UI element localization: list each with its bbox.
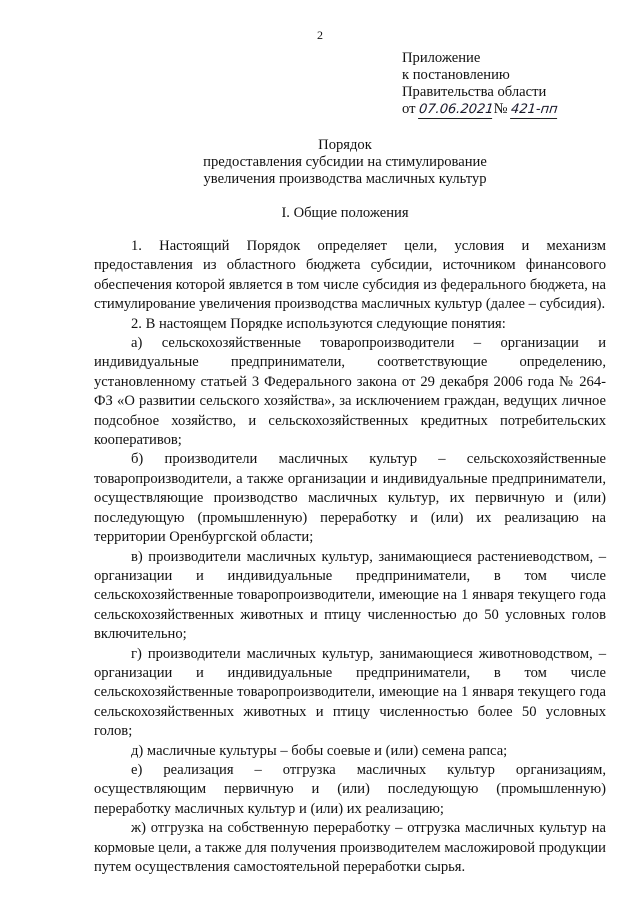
- paragraph-zh: ж) отгрузка на собственную переработку – отгрузка масличных культур на кормовые цели, а также для получения производителем масложировой продукции путем осуществления самостоятельной переработки сырья.: [94, 820, 606, 875]
- appendix-block: [402, 50, 632, 119]
- title-line-1: Порядок: [318, 137, 372, 153]
- document-body: [94, 237, 606, 877]
- handwritten-number: 421-пп: [510, 102, 559, 117]
- handwritten-date: 07.06.2021: [418, 102, 495, 117]
- section-title: I. Общие положения: [281, 205, 409, 221]
- date-prefix: от: [402, 101, 416, 117]
- appendix-date-line: [402, 101, 632, 119]
- paragraph-d: д) масличные культуры – бобы соевые и (или) семена рапса;: [131, 742, 508, 759]
- paragraph-a: а) сельскохозяйственные товаропроизводители – организации и индивидуальные предприниматели, соответствующие определению, установленному статьей 3 Федерального закона от 29 декабря 2006 года № 264-ФЗ «О развитии сельского хозяйства», за исключением граждан, ведущих личное подсобное хозяйство, и сельскохозяйственных кредитных потребительских кооперативов;: [94, 335, 606, 449]
- paragraph-g: г) производители масличных культур, занимающиеся животноводством, – организации и индивидуальные предприниматели, в том числе сельскохозяйственные товаропроизводители, имеющие на 1 января текущего года сельскохозяйственных животных и птицу численностью более 50 условных голов;: [94, 645, 606, 740]
- appendix-line-2: к постановлению: [402, 67, 510, 83]
- document-title: [0, 137, 640, 188]
- paragraph-2: 2. В настоящем Порядке используются следующие понятия:: [131, 315, 506, 332]
- number-sign: №: [493, 101, 508, 117]
- appendix-line-3: Правительства области: [402, 84, 547, 100]
- paragraph-e: е) реализация – отгрузка масличных культур организациям, осуществляющим первичную и (или) последующую (промышленную) переработку масличных культур и (или) их реализацию;: [94, 761, 606, 817]
- title-line-2: предоставления субсидии на стимулирование: [203, 154, 487, 170]
- paragraph-1: 1. Настоящий Порядок определяет цели, условия и механизм предоставления из областного бюджета субсидии, источником финансового обеспечения которой является в том числе субсидия из федерального бюджета, на стимулирование увеличения производства масличных культур (далее – субсидия).: [94, 238, 606, 313]
- title-line-3: увеличения производства масличных культур: [203, 171, 487, 187]
- page-number: 2: [317, 28, 323, 42]
- paragraph-v: в) производители масличных культур, занимающиеся растениеводством, – организации и индивидуальные предприниматели, в том числе сельскохозяйственные товаропроизводители, имеющие на 1 января текущего года сельскохозяйственных животных и птицу численностью до 50 условных голов включительно;: [94, 548, 606, 643]
- paragraph-b: б) производители масличных культур – сельскохозяйственные товаропроизводители, а также организации и индивидуальные предприниматели, осуществляющие производство масличных культур, их первичную и (или) последующую (промышленную) переработку и (или) их реализацию на территории Оренбургской области;: [94, 451, 606, 546]
- appendix-line-1: Приложение: [402, 50, 481, 66]
